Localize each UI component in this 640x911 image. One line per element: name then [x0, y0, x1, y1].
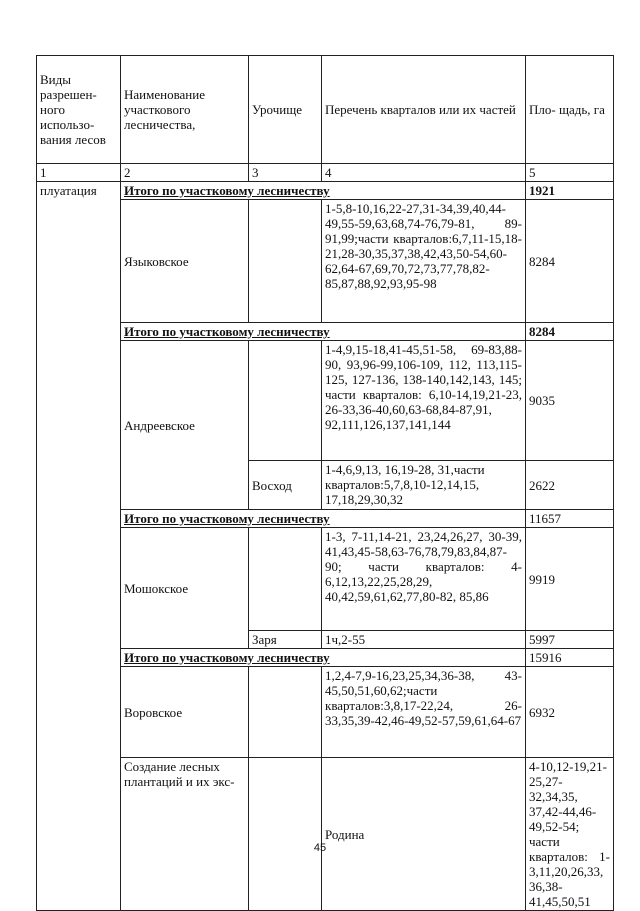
total-area: 15916 — [526, 649, 614, 667]
district-name: Андреевское — [121, 341, 249, 510]
header-permitted-use: Виды разрешен- ного использо- вания лесов — [37, 56, 121, 164]
quarters-list: 1-3, 7-11,14-21, 23,24,26,27, 30-39, 41,43,45-58,63-76,78,79,83,84,87-90; части кварталов: 4-6,12,13,22,25,28,29, 40,42,59,61,62,77,80-82, 85,86 — [322, 528, 526, 631]
use-type-continuation: плуатация — [37, 182, 121, 911]
column-number: 4 — [322, 164, 526, 182]
total-row — [37, 182, 614, 200]
area-value: 5997 — [526, 631, 614, 649]
header-quarters: Перечень кварталов или их частей — [322, 56, 526, 164]
quarters-list: 4-10,12-19,21-25,27-32,34,35, 37,42-44,46-49,52-54; части кварталов: 1-3,11,20,26,33, 36,38-41,45,50,51 — [526, 758, 614, 911]
page-number: 45 — [313, 842, 327, 854]
quarters-list: 1ч,2-55 — [322, 631, 526, 649]
header-tract: Урочище — [249, 56, 322, 164]
table-row — [37, 667, 614, 758]
total-row — [37, 649, 614, 667]
column-numbers-row — [37, 164, 614, 182]
tract-name — [249, 200, 322, 323]
tract-name: Восход — [249, 461, 322, 510]
district-name: Языковское — [121, 200, 249, 323]
total-area: 1921 — [526, 182, 614, 200]
total-label: Итого по участковому лесничеству — [121, 182, 526, 200]
area-value: 2622 — [526, 461, 614, 510]
table-row — [37, 200, 614, 323]
total-label: Итого по участковому лесничеству — [121, 649, 526, 667]
header-district-name: Наименование участкового лесничества, — [121, 56, 249, 164]
column-number: 3 — [249, 164, 322, 182]
use-type-plantations: Создание лесных плантаций и их экс- — [121, 758, 249, 911]
table-row — [37, 528, 614, 631]
total-label: Итого по участковому лесничеству — [121, 510, 526, 528]
area-value: 8284 — [526, 200, 614, 323]
total-row — [37, 323, 614, 341]
quarters-list: 1-4,9,15-18,41-45,51-58, 69-83,88-90, 93,96-99,106-109, 112, 113,115-125, 127-136, 138-140,142,143, 145; части кварталов: 6,10-14,19,21-23, 26-33,36-40,60,63-68,84-87,91, 92,111,126,137,141,144 — [322, 341, 526, 461]
forest-use-table — [36, 55, 614, 911]
tract-name: Родина — [322, 758, 526, 911]
tract-name — [249, 528, 322, 631]
column-number: 2 — [121, 164, 249, 182]
header-row — [37, 56, 614, 164]
header-area: Пло- щадь, га — [526, 56, 614, 164]
quarters-list: 1,2,4-7,9-16,23,25,34,36-38, 43-45,50,51,60,62;части кварталов:3,8,17-22,24, 26-33,35,39-42,46-49,52-57,59,61,64-67 — [322, 667, 526, 758]
area-value: 6932 — [526, 667, 614, 758]
column-number: 5 — [526, 164, 614, 182]
total-label: Итого по участковому лесничеству — [121, 323, 526, 341]
area-value: 9919 — [526, 528, 614, 631]
total-row — [37, 510, 614, 528]
column-number: 1 — [37, 164, 121, 182]
table-row — [37, 341, 614, 461]
quarters-list: 1-4,6,9,13, 16,19-28, 31,части кварталов:5,7,8,10-12,14,15, 17,18,29,30,32 — [322, 461, 526, 510]
tract-name — [249, 667, 322, 758]
total-area: 11657 — [526, 510, 614, 528]
tract-name — [249, 341, 322, 461]
total-area: 8284 — [526, 323, 614, 341]
table-row — [37, 758, 614, 911]
tract-name: Заря — [249, 631, 322, 649]
district-name: Воровское — [121, 667, 249, 758]
area-value: 9035 — [526, 341, 614, 461]
quarters-list: 1-5,8-10,16,22-27,31-34,39,40,44-49,55-59,63,68,74-76,79-81, 89-91,99;части кварталов:6,7,11-15,18-21,28-30,35,37,38,42,43,50-54,60-62,64-67,69,70,72,73,77,78,82-85,87,88,92,93,95-98 — [322, 200, 526, 323]
district-name: Мошокское — [121, 528, 249, 649]
district-name — [249, 758, 322, 911]
